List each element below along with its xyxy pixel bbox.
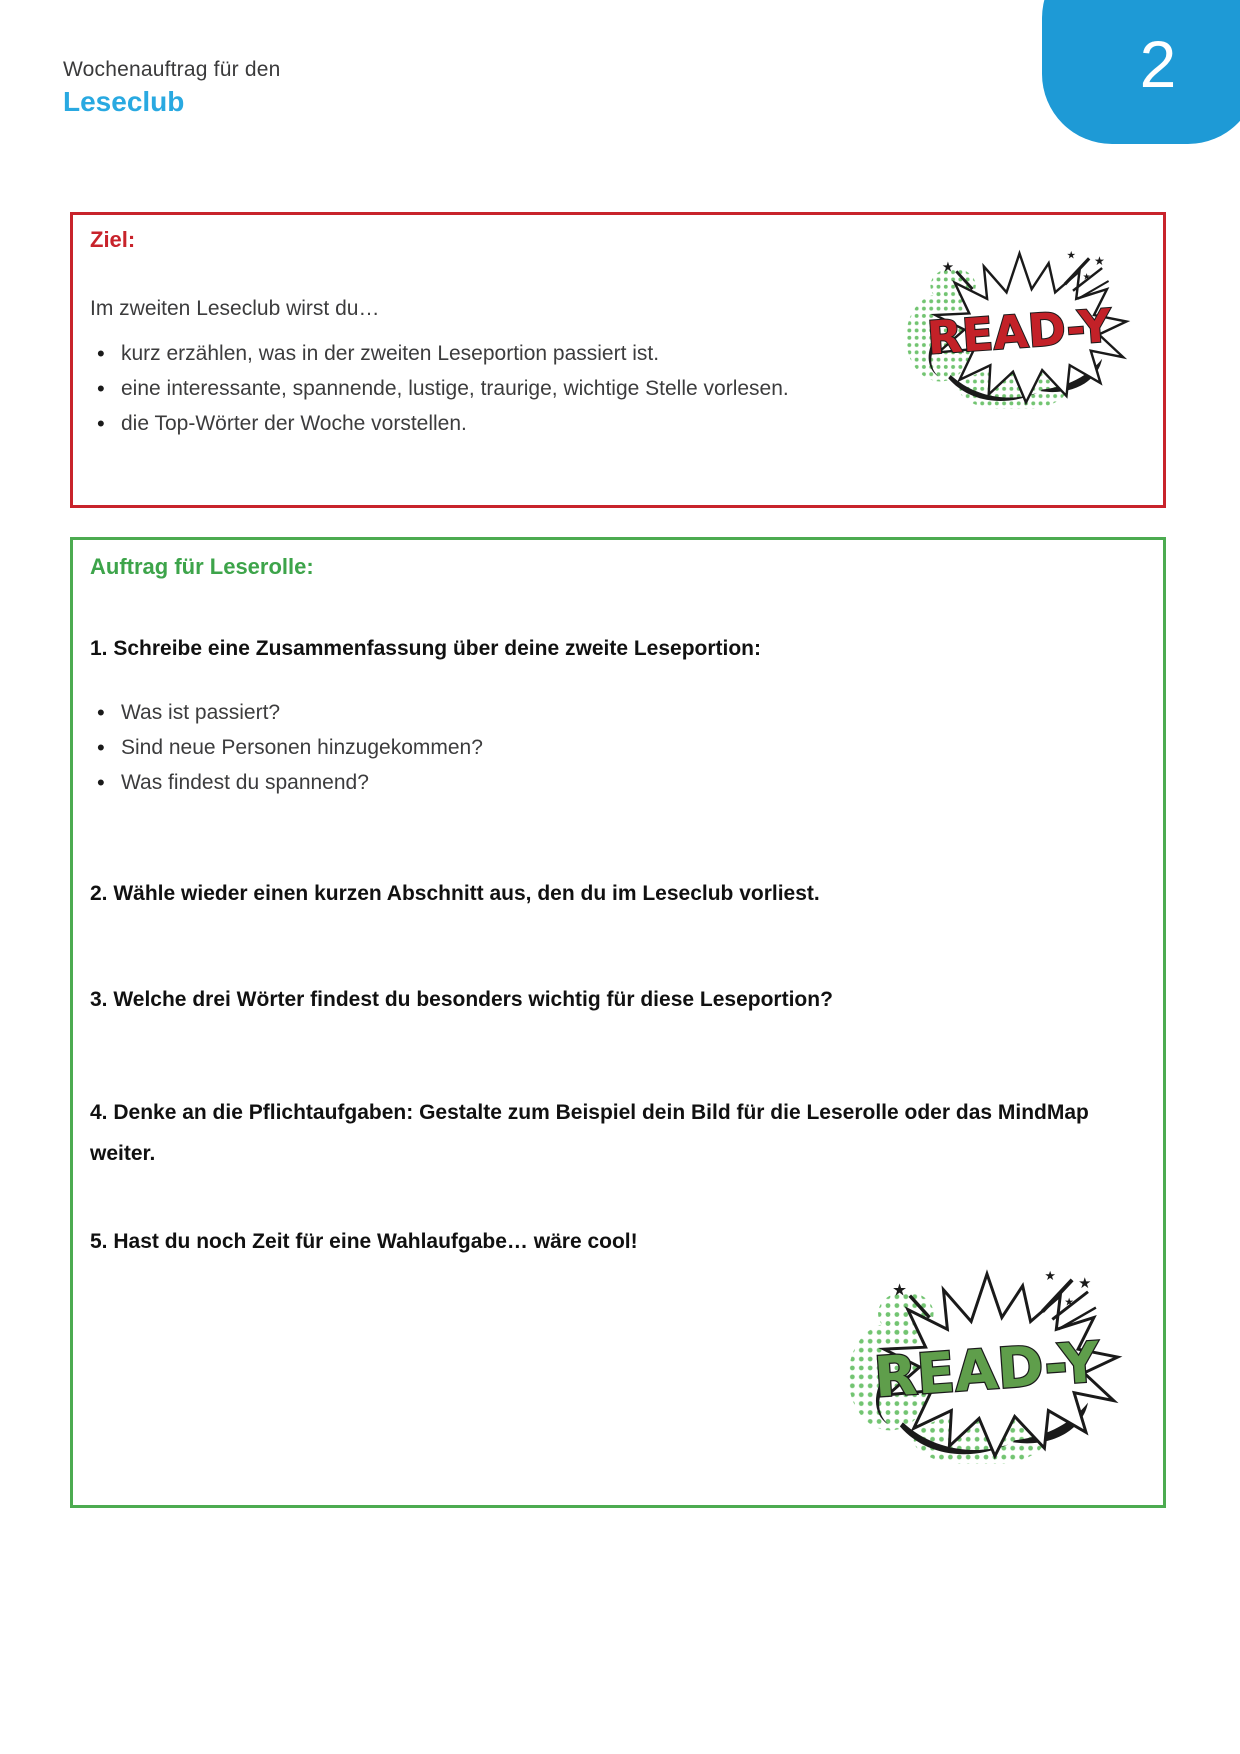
list-item: • eine interessante, spannende, lustige, traurige, wichtige Stelle vorlesen.	[90, 371, 789, 406]
task-5: 5. Hast du noch Zeit für eine Wahlaufgabe… wäre cool!	[90, 1230, 638, 1253]
list-item: • Was findest du spannend?	[90, 765, 483, 800]
auftrag-heading: Auftrag für Leserolle:	[90, 554, 314, 579]
ziel-box	[70, 212, 1166, 508]
list-item: • Was ist passiert?	[90, 695, 483, 730]
task-1-bullet-list	[90, 695, 483, 800]
list-item: • die Top-Wörter der Woche vorstellen.	[90, 406, 789, 441]
list-item: • kurz erzählen, was in der zweiten Leseportion passiert ist.	[90, 336, 789, 371]
page-title: Leseclub	[63, 86, 185, 117]
ready-logo-text: READ-Y	[925, 299, 1114, 365]
ziel-intro: Im zweiten Leseclub wirst du…	[90, 297, 380, 320]
task-2: 2. Wähle wieder einen kurzen Abschnitt aus, den du im Leseclub vorliest.	[90, 882, 820, 905]
auftrag-box	[70, 537, 1166, 1508]
task-4: 4. Denke an die Pflichtaufgaben: Gestalte zum Beispiel dein Bild für die Leserolle oder das MindMap weiter.	[90, 1101, 1089, 1165]
ziel-heading: Ziel:	[90, 227, 136, 252]
task-3: 3. Welche drei Wörter findest du besonders wichtig für diese Leseportion?	[90, 988, 833, 1011]
page-number: 2	[1139, 27, 1177, 101]
ready-burst-logo-icon	[902, 247, 1137, 409]
list-item: • Sind neue Personen hinzugekommen?	[90, 730, 483, 765]
task-1: 1. Schreibe eine Zusammenfassung über deine zweite Leseportion:	[90, 637, 762, 660]
ready-burst-logo-icon	[847, 1266, 1127, 1464]
ready-logo-text: READ-Y	[872, 1330, 1102, 1411]
page-pretitle: Wochenauftrag für den	[63, 58, 281, 81]
ziel-bullet-list	[90, 336, 789, 441]
